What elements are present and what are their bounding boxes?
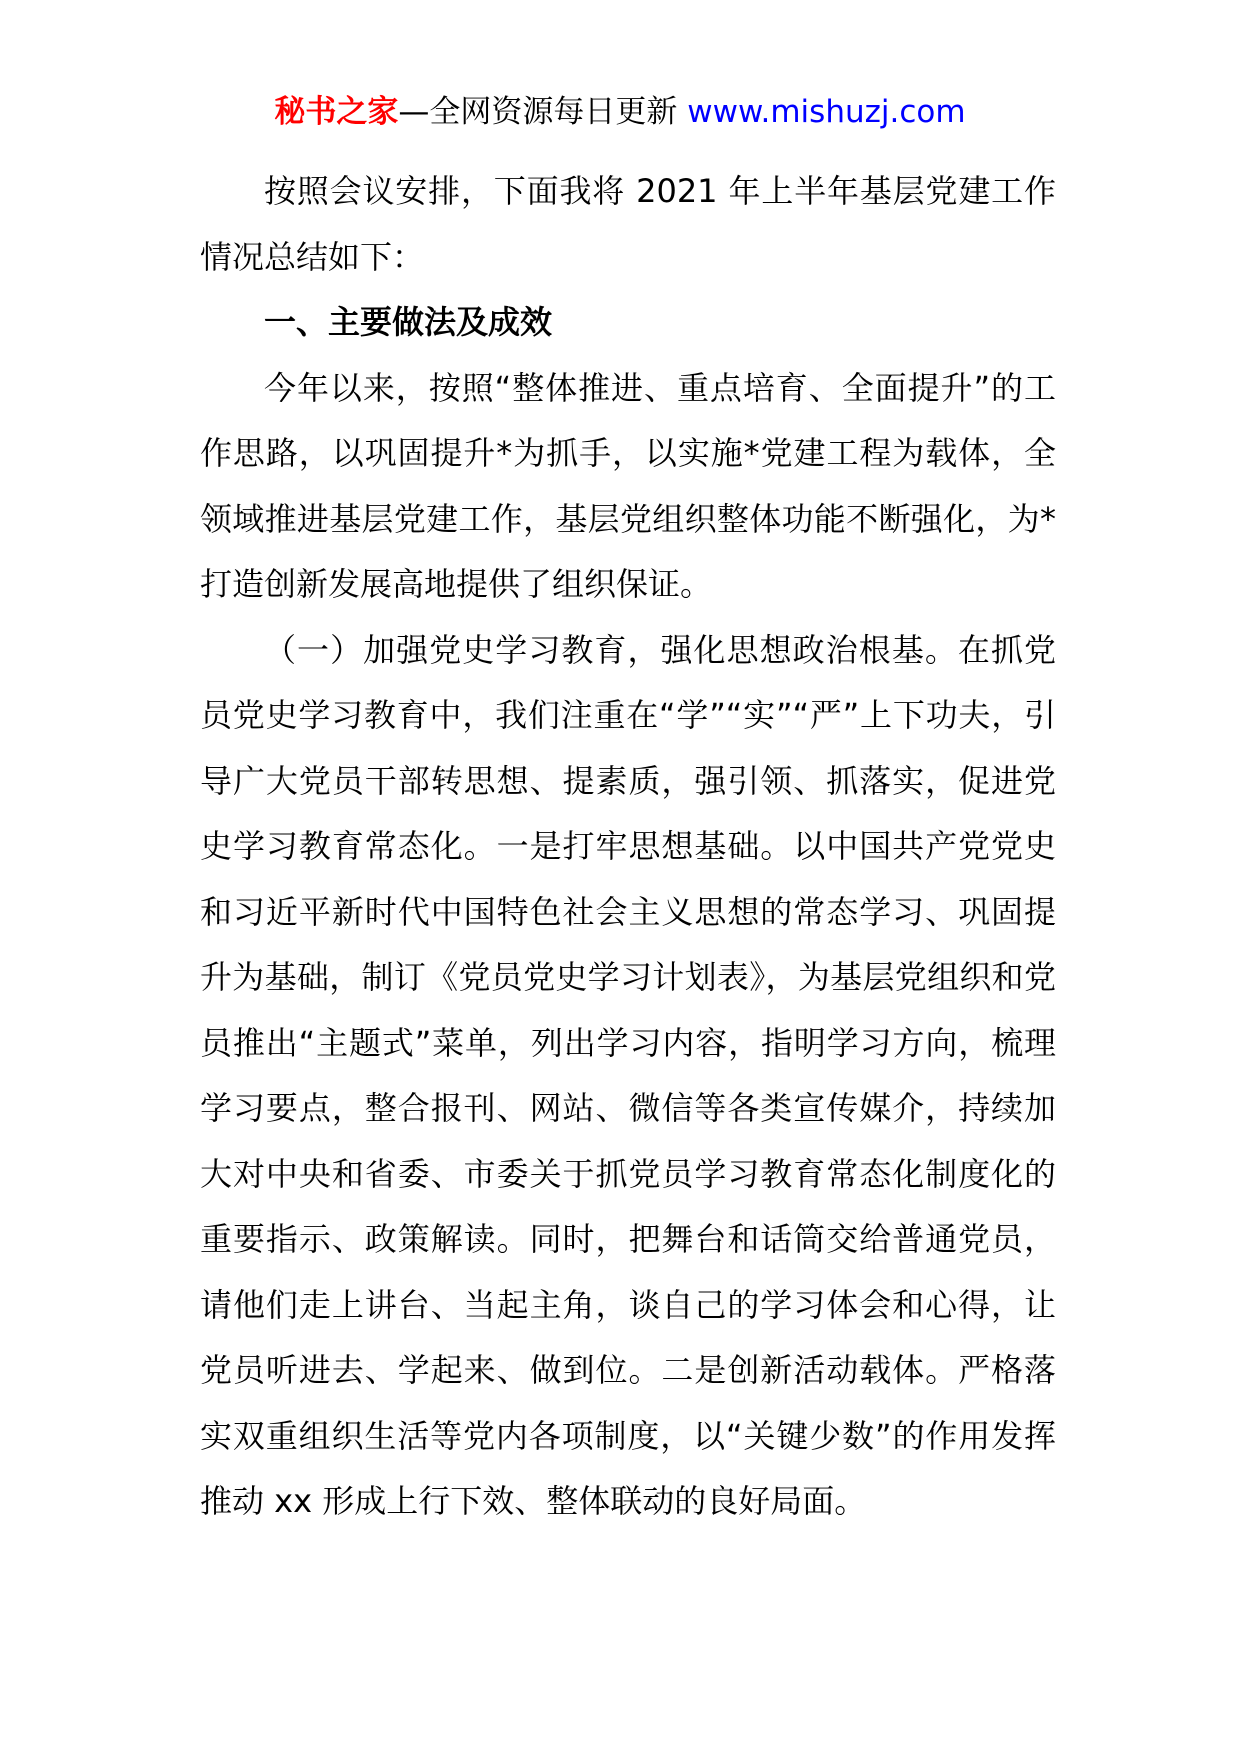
intro-paragraph: 按照会议安排，下面我将 2021 年上半年基层党建工作情况总结如下：: [200, 172, 1056, 276]
section-heading: 一、主要做法及成效: [264, 303, 553, 341]
subsection-paragraph: （一）加强党史学习教育，强化思想政治根基。在抓党员党史学习教育中，我们注重在“学”“实”“严”上下功夫，引导广大党员干部转思想、提素质，强引领、抓落实，促进党史学习教育常态化。一是打牢思想基础。以中国共产党党史和习近平新时代中国特色社会主义思想的常态学习、巩固提升为基础，制订《党员党史学习计划表》，为基层党组织和党员推出“主题式”菜单，列出学习内容，指明学习方向，梳理学习要点，整合报刊、网站、微信等各类宣传媒介，持续加大对中央和省委、市委关于抓党员学习教育常态化制度化的重要指示、政策解读。同时，把舞台和话筒交给普通党员，请他们走上讲台、当起主角，谈自己的学习体会和心得，让党员听进去、学起来、做到位。二是创新活动载体。严格落实双重组织生活等党内各项制度，以“关键少数”的作用发挥推动 xx 形成上行下效、整体联动的良好局面。: [200, 630, 1056, 1520]
header-tagline: —全网资源每日更新: [398, 94, 688, 130]
brand-name: 秘书之家: [274, 94, 399, 130]
document-body: [200, 159, 1056, 1535]
watermark-header: [0, 90, 1240, 134]
header-url[interactable]: www.mishuzj.com: [687, 94, 966, 130]
section-paragraph: 今年以来，按照“整体推进、重点培育、全面提升”的工作思路，以巩固提升*为抓手，以实施*党建工程为载体，全领域推进基层党建工作，基层党组织整体功能不断强化，为*打造创新发展高地提供了组织保证。: [200, 368, 1056, 603]
